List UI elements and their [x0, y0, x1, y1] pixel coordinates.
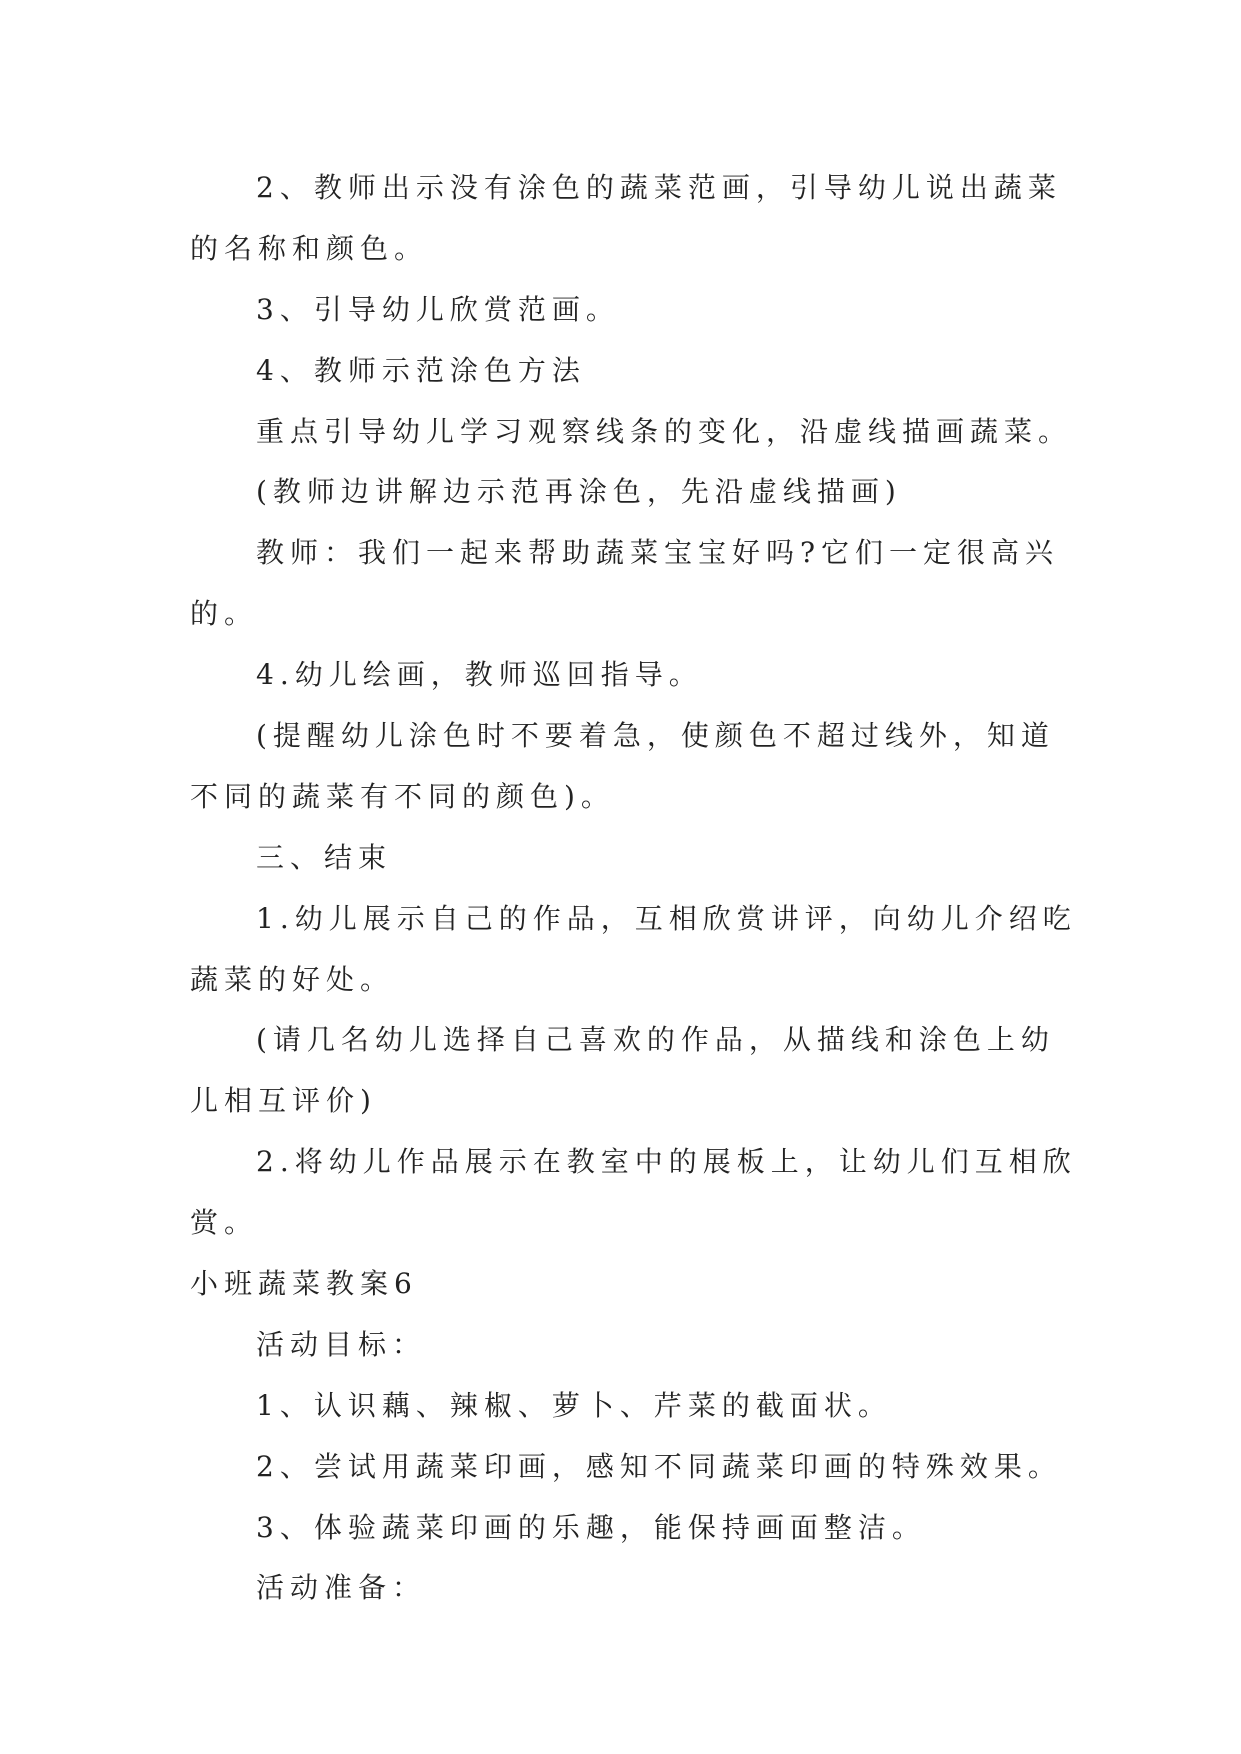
text-line: 重点引导幼儿学习观察线条的变化，沿虚线描画蔬菜。 [256, 414, 1073, 448]
text-line: 1、认识藕、辣椒、萝卜、芹菜的截面状。 [256, 1388, 892, 1422]
text-line: 3、引导幼儿欣赏范画。 [256, 292, 620, 326]
text-line: 小班蔬菜教案6 [190, 1267, 418, 1301]
text-line: 儿相互评价) [190, 1084, 377, 1118]
text-line: 三、结束 [256, 840, 393, 874]
text-line: 活动目标： [256, 1327, 427, 1361]
text-line: 2、教师出示没有涂色的蔬菜范画，引导幼儿说出蔬菜 [256, 171, 1062, 204]
text-line: 活动准备： [256, 1571, 427, 1605]
text-line: 2.将幼儿作品展示在教室中的展板上，让幼儿们互相欣 [256, 1145, 1077, 1179]
text-line: 3、体验蔬菜印画的乐趣，能保持画面整洁。 [256, 1510, 926, 1544]
document-body [190, 158, 1077, 1619]
text-line: 1.幼儿展示自己的作品，互相欣赏讲评，向幼儿介绍吃 [256, 901, 1077, 935]
text-line: (提醒幼儿涂色时不要着急，使颜色不超过线外，知道 [256, 719, 1055, 753]
text-line: 教师：我们一起来帮助蔬菜宝宝好吗?它们一定很高兴 [256, 536, 1060, 570]
text-line: 蔬菜的好处。 [190, 962, 395, 996]
text-line: 赏。 [190, 1206, 259, 1240]
text-line: 的名称和颜色。 [190, 231, 429, 265]
text-line: 的。 [190, 597, 259, 631]
text-line: (教师边讲解边示范再涂色，先沿虚线描画) [256, 475, 902, 509]
text-line: 4、教师示范涂色方法 [256, 353, 586, 387]
text-line: (请几名幼儿选择自己喜欢的作品，从描线和涂色上幼 [256, 1023, 1055, 1057]
text-line: 不同的蔬菜有不同的颜色)。 [190, 779, 615, 813]
text-line: 2、尝试用蔬菜印画，感知不同蔬菜印画的特殊效果。 [256, 1449, 1062, 1483]
text-line: 4.幼儿绘画，教师巡回指导。 [256, 658, 703, 692]
